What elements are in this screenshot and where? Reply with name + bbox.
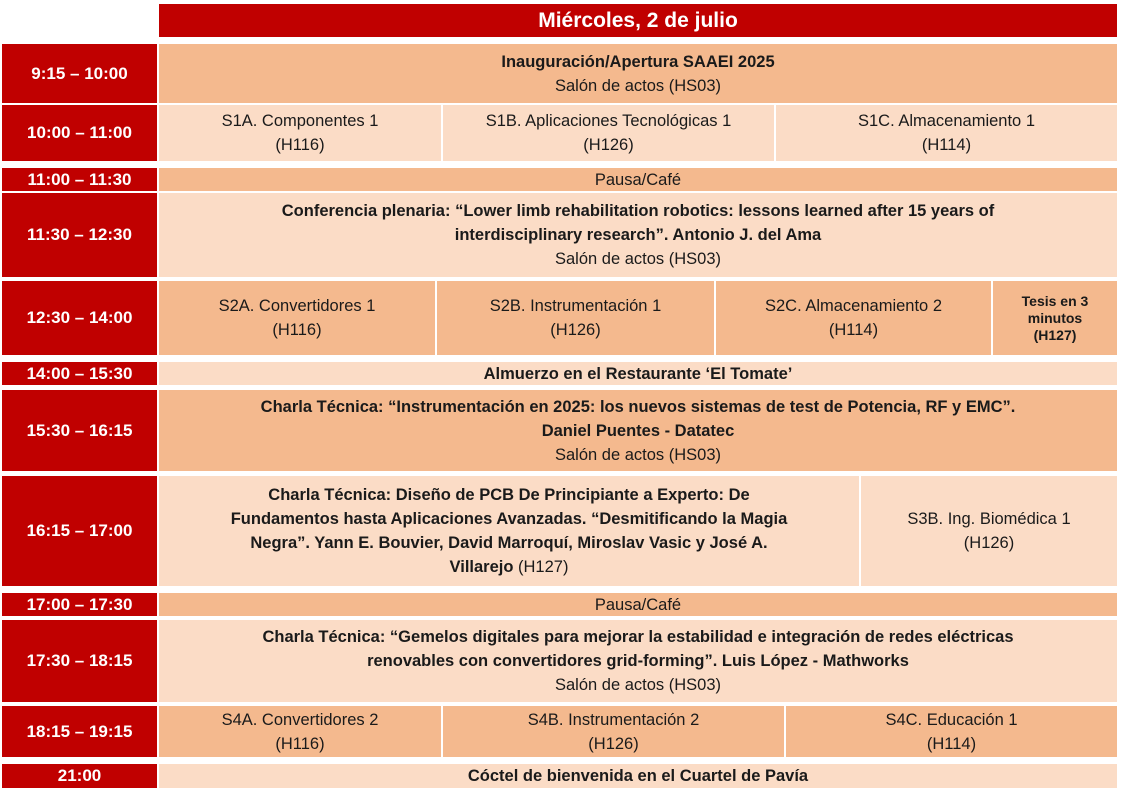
- session-name: S4B. Instrumentación 2: [527, 710, 700, 729]
- opening-session: [159, 44, 1117, 103]
- time-slot: 21:00: [2, 764, 157, 788]
- time-slot: 14:00 – 15:30: [2, 362, 157, 385]
- session-name: S1C. Almacenamiento 1: [857, 112, 1035, 130]
- thesis-line: Tesis en 3: [1021, 292, 1089, 309]
- session-room: (H126): [550, 321, 601, 339]
- session-room: (H126): [588, 734, 639, 753]
- session-name: S1B. Aplicaciones Tecnológicas 1: [485, 112, 732, 130]
- tech-talk-cell: [159, 476, 859, 586]
- session-room: Salón de actos (HS03): [554, 676, 721, 694]
- session-name: S4C. Educación 1: [885, 710, 1018, 729]
- time-slot: 16:15 – 17:00: [2, 476, 157, 586]
- time-slot: 15:30 – 16:15: [2, 390, 157, 471]
- time-slot: 9:15 – 10:00: [2, 44, 157, 103]
- lunch-cell: [159, 362, 1117, 385]
- cocktail-cell: [159, 764, 1117, 788]
- session-title: Inauguración/Apertura SAAEI 2025: [501, 52, 775, 71]
- time-slot: 18:15 – 19:15: [2, 706, 157, 757]
- thesis-room: (H127): [1033, 326, 1077, 343]
- tech-talk-cell: [159, 620, 1117, 702]
- talk-line: Charla Técnica: “Instrumentación en 2025: los nuevos sistemas de test de Potencia, RF y EMC”.: [260, 397, 1016, 416]
- session-room: (H116): [272, 321, 322, 339]
- time-slot: 12:30 – 14:00: [2, 281, 157, 355]
- time-slot: 11:30 – 12:30: [2, 193, 157, 277]
- talk-line: Daniel Puentes - Datatec: [541, 421, 735, 440]
- session-room: (H116): [275, 136, 325, 154]
- break-cell: [159, 168, 1117, 191]
- session-name: S1A. Componentes 1: [221, 112, 379, 130]
- time-slot: 17:00 – 17:30: [2, 593, 157, 616]
- session-cell: [159, 706, 441, 757]
- talk-author: Villarejo: [449, 558, 514, 576]
- session-room: Salón de actos (HS03): [554, 250, 721, 268]
- session-cell: [861, 476, 1117, 586]
- plenary-line: interdisciplinary research”. Antonio J. del Ama: [454, 226, 822, 244]
- plenary-line: Conferencia plenaria: “Lower limb rehabilitation robotics: lessons learned after 15 years of: [281, 202, 995, 220]
- session-room: Salón de actos (HS03): [554, 445, 721, 464]
- session-cell: [437, 281, 714, 355]
- session-name: S4A. Convertidores 2: [221, 710, 379, 729]
- day-header: Miércoles, 2 de julio: [159, 4, 1117, 37]
- session-room: Salón de actos (HS03): [554, 76, 721, 95]
- session-room: (H127): [513, 558, 569, 576]
- session-name: S2A. Convertidores 1: [218, 297, 376, 315]
- talk-line: renovables con convertidores grid-forming”. Luis López - Mathworks: [367, 652, 909, 670]
- session-cell: [716, 281, 991, 355]
- session-room: (H116): [275, 734, 325, 753]
- talk-line-last: [450, 555, 569, 579]
- thesis-cell: [993, 281, 1117, 355]
- session-cell: [443, 706, 784, 757]
- session-room: (H114): [921, 136, 972, 154]
- session-room: (H126): [963, 534, 1015, 552]
- talk-line: Fundamentos hasta Aplicaciones Avanzadas. “Desmitificando la Magia: [230, 510, 788, 528]
- session-cell: [159, 105, 441, 161]
- session-room: (H114): [828, 321, 879, 339]
- session-cell: [159, 281, 435, 355]
- break-label: Pausa/Café: [594, 595, 682, 614]
- time-slot: 17:30 – 18:15: [2, 620, 157, 702]
- session-room: (H126): [583, 136, 634, 154]
- session-cell: [443, 105, 774, 161]
- time-slot: 10:00 – 11:00: [2, 105, 157, 161]
- session-name: S2C. Almacenamiento 2: [764, 297, 942, 315]
- talk-line: Charla Técnica: Diseño de PCB De Principiante a Experto: De: [268, 486, 750, 504]
- plenary-cell: [159, 193, 1117, 277]
- time-slot: 11:00 – 11:30: [2, 168, 157, 191]
- break-label: Pausa/Café: [594, 170, 682, 189]
- session-room: (H114): [926, 734, 977, 753]
- session-cell: [786, 706, 1117, 757]
- cocktail-label: Cóctel de bienvenida en el Cuartel de Pavía: [467, 767, 809, 785]
- session-cell: [776, 105, 1117, 161]
- tech-talk-cell: [159, 390, 1117, 471]
- break-cell: [159, 593, 1117, 616]
- talk-line: Charla Técnica: “Gemelos digitales para mejorar la estabilidad e integración de redes eléctricas: [262, 628, 1014, 646]
- session-name: S2B. Instrumentación 1: [489, 297, 662, 315]
- lunch-label: Almuerzo en el Restaurante ‘El Tomate’: [483, 364, 793, 383]
- thesis-line: minutos: [1027, 309, 1083, 326]
- session-name: S3B. Ing. Biomédica 1: [907, 510, 1071, 528]
- talk-line: Negra”. Yann E. Bouvier, David Marroquí, Miroslav Vasic y José A.: [250, 534, 768, 552]
